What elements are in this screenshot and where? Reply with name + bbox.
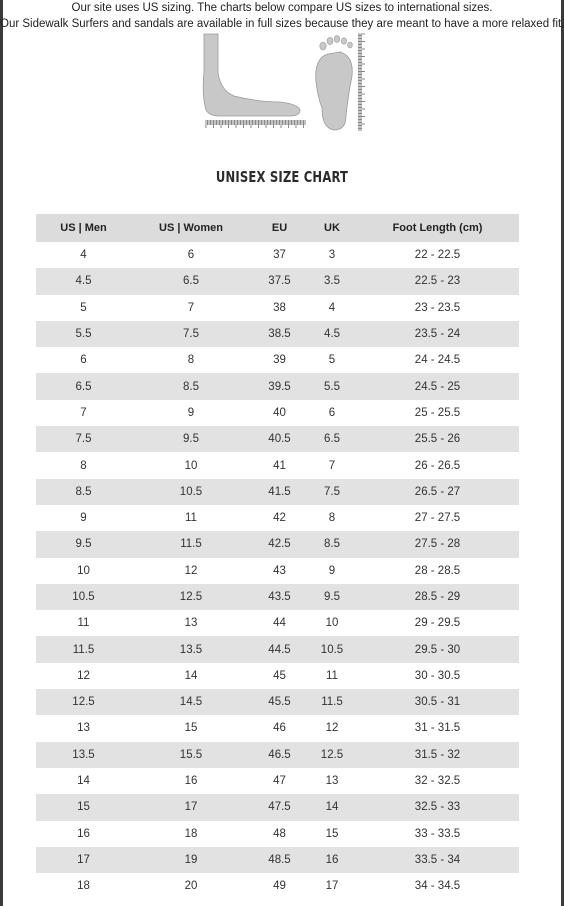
table-row xyxy=(36,821,519,847)
cell-uk: 7 xyxy=(308,452,356,478)
header-eu: EU xyxy=(251,214,308,242)
size-chart-table xyxy=(36,214,519,899)
table-row xyxy=(36,689,519,715)
intro-line-fit: Our Sidewalk Surfers and sandals are available in full sizes because they are meant to have a more relaxed fit. xyxy=(0,18,564,30)
cell-uk: 10.5 xyxy=(308,636,356,662)
cell-foot-length: 24 - 24.5 xyxy=(356,347,519,373)
table-row xyxy=(36,636,519,662)
cell-foot-length: 34 - 34.5 xyxy=(356,873,519,899)
cell-uk: 12 xyxy=(308,715,356,741)
cell-eu: 44 xyxy=(251,610,308,636)
cell-eu: 48.5 xyxy=(251,847,308,873)
table-row xyxy=(36,268,519,294)
cell-foot-length: 27 - 27.5 xyxy=(356,505,519,531)
cell-foot-length: 32 - 32.5 xyxy=(356,768,519,794)
table-row xyxy=(36,295,519,321)
cell-us-men: 11 xyxy=(36,610,131,636)
cell-eu: 49 xyxy=(251,873,308,899)
cell-uk: 5 xyxy=(308,347,356,373)
cell-uk: 6 xyxy=(308,400,356,426)
cell-us-women: 7 xyxy=(131,295,251,321)
table-row xyxy=(36,321,519,347)
cell-uk: 3 xyxy=(308,242,356,268)
cell-us-women: 8.5 xyxy=(131,373,251,399)
cell-foot-length: 33 - 33.5 xyxy=(356,821,519,847)
table-row xyxy=(36,479,519,505)
table-row xyxy=(36,873,519,899)
cell-us-men: 15 xyxy=(36,794,131,820)
cell-us-men: 10.5 xyxy=(36,584,131,610)
table-row xyxy=(36,847,519,873)
cell-eu: 42 xyxy=(251,505,308,531)
cell-foot-length: 28 - 28.5 xyxy=(356,558,519,584)
table-row xyxy=(36,373,519,399)
cell-us-women: 17 xyxy=(131,794,251,820)
cell-foot-length: 31.5 - 32 xyxy=(356,742,519,768)
cell-us-women: 12.5 xyxy=(131,584,251,610)
cell-us-women: 20 xyxy=(131,873,251,899)
table-row xyxy=(36,584,519,610)
intro-line-sizing: Our site uses US sizing. The charts below compare US sizes to international sizes. xyxy=(71,2,493,14)
cell-eu: 39 xyxy=(251,347,308,373)
cell-us-men: 8 xyxy=(36,452,131,478)
cell-foot-length: 24.5 - 25 xyxy=(356,373,519,399)
cell-eu: 38.5 xyxy=(251,321,308,347)
cell-eu: 46.5 xyxy=(251,742,308,768)
cell-us-women: 13 xyxy=(131,610,251,636)
cell-foot-length: 29.5 - 30 xyxy=(356,636,519,662)
cell-us-men: 5.5 xyxy=(36,321,131,347)
cell-us-men: 12 xyxy=(36,663,131,689)
header-foot-length: Foot Length (cm) xyxy=(356,214,519,242)
cell-us-women: 14.5 xyxy=(131,689,251,715)
cell-foot-length: 22 - 22.5 xyxy=(356,242,519,268)
cell-us-women: 6.5 xyxy=(131,268,251,294)
cell-eu: 45 xyxy=(251,663,308,689)
cell-us-men: 13 xyxy=(36,715,131,741)
cell-us-women: 6 xyxy=(131,242,251,268)
cell-uk: 7.5 xyxy=(308,479,356,505)
cell-eu: 40 xyxy=(251,400,308,426)
cell-us-men: 10 xyxy=(36,558,131,584)
cell-us-women: 11.5 xyxy=(131,531,251,557)
cell-foot-length: 29 - 29.5 xyxy=(356,610,519,636)
cell-eu: 38 xyxy=(251,295,308,321)
cell-foot-length: 23 - 23.5 xyxy=(356,295,519,321)
cell-foot-length: 30 - 30.5 xyxy=(356,663,519,689)
table-row xyxy=(36,531,519,557)
cell-us-men: 8.5 xyxy=(36,479,131,505)
cell-eu: 45.5 xyxy=(251,689,308,715)
cell-uk: 9.5 xyxy=(308,584,356,610)
cell-uk: 3.5 xyxy=(308,268,356,294)
cell-eu: 48 xyxy=(251,821,308,847)
intro-text xyxy=(0,0,564,32)
header-us-women: US | Women xyxy=(131,214,251,242)
cell-uk: 5.5 xyxy=(308,373,356,399)
cell-eu: 46 xyxy=(251,715,308,741)
cell-eu: 37.5 xyxy=(251,268,308,294)
cell-uk: 11.5 xyxy=(308,689,356,715)
table-row xyxy=(36,505,519,531)
cell-uk: 15 xyxy=(308,821,356,847)
cell-eu: 42.5 xyxy=(251,531,308,557)
cell-uk: 11 xyxy=(308,663,356,689)
cell-uk: 12.5 xyxy=(308,742,356,768)
cell-eu: 37 xyxy=(251,242,308,268)
cell-uk: 4 xyxy=(308,295,356,321)
cell-eu: 40.5 xyxy=(251,426,308,452)
cell-foot-length: 33.5 - 34 xyxy=(356,847,519,873)
cell-us-men: 13.5 xyxy=(36,742,131,768)
cell-us-women: 7.5 xyxy=(131,321,251,347)
cell-foot-length: 23.5 - 24 xyxy=(356,321,519,347)
cell-foot-length: 28.5 - 29 xyxy=(356,584,519,610)
cell-us-women: 13.5 xyxy=(131,636,251,662)
cell-us-women: 10.5 xyxy=(131,479,251,505)
table-row xyxy=(36,426,519,452)
cell-us-men: 7.5 xyxy=(36,426,131,452)
header-uk: UK xyxy=(308,214,356,242)
cell-eu: 47 xyxy=(251,768,308,794)
cell-us-women: 14 xyxy=(131,663,251,689)
cell-us-men: 4 xyxy=(36,242,131,268)
cell-us-women: 10 xyxy=(131,452,251,478)
cell-us-women: 11 xyxy=(131,505,251,531)
cell-us-women: 15 xyxy=(131,715,251,741)
cell-us-men: 9 xyxy=(36,505,131,531)
cell-us-women: 18 xyxy=(131,821,251,847)
cell-eu: 41.5 xyxy=(251,479,308,505)
cell-foot-length: 26 - 26.5 xyxy=(356,452,519,478)
table-row xyxy=(36,347,519,373)
foot-measurement-icon xyxy=(200,32,375,136)
cell-us-women: 8 xyxy=(131,347,251,373)
table-row xyxy=(36,400,519,426)
cell-us-men: 6 xyxy=(36,347,131,373)
page-title: UNISEX SIZE CHART xyxy=(215,168,349,186)
cell-eu: 47.5 xyxy=(251,794,308,820)
cell-us-men: 6.5 xyxy=(36,373,131,399)
cell-us-women: 9.5 xyxy=(131,426,251,452)
cell-foot-length: 25.5 - 26 xyxy=(356,426,519,452)
cell-us-women: 15.5 xyxy=(131,742,251,768)
cell-eu: 43 xyxy=(251,558,308,584)
cell-us-women: 16 xyxy=(131,768,251,794)
table-row xyxy=(36,610,519,636)
cell-foot-length: 25 - 25.5 xyxy=(356,400,519,426)
cell-uk: 14 xyxy=(308,794,356,820)
cell-us-men: 18 xyxy=(36,873,131,899)
page-frame-left xyxy=(0,0,3,906)
cell-us-men: 12.5 xyxy=(36,689,131,715)
cell-us-men: 16 xyxy=(36,821,131,847)
cell-uk: 4.5 xyxy=(308,321,356,347)
cell-us-men: 9.5 xyxy=(36,531,131,557)
cell-uk: 8 xyxy=(308,505,356,531)
cell-uk: 6.5 xyxy=(308,426,356,452)
table-row xyxy=(36,715,519,741)
cell-uk: 16 xyxy=(308,847,356,873)
cell-foot-length: 30.5 - 31 xyxy=(356,689,519,715)
cell-uk: 9 xyxy=(308,558,356,584)
cell-uk: 8.5 xyxy=(308,531,356,557)
cell-foot-length: 22.5 - 23 xyxy=(356,268,519,294)
cell-uk: 13 xyxy=(308,768,356,794)
cell-uk: 10 xyxy=(308,610,356,636)
cell-uk: 17 xyxy=(308,873,356,899)
cell-eu: 43.5 xyxy=(251,584,308,610)
cell-foot-length: 27.5 - 28 xyxy=(356,531,519,557)
table-header-row xyxy=(36,214,519,242)
table-row xyxy=(36,742,519,768)
cell-foot-length: 26.5 - 27 xyxy=(356,479,519,505)
cell-us-women: 12 xyxy=(131,558,251,584)
cell-eu: 39.5 xyxy=(251,373,308,399)
cell-foot-length: 31 - 31.5 xyxy=(356,715,519,741)
cell-eu: 44.5 xyxy=(251,636,308,662)
header-us-men: US | Men xyxy=(36,214,131,242)
cell-us-men: 7 xyxy=(36,400,131,426)
cell-us-women: 9 xyxy=(131,400,251,426)
table-row xyxy=(36,768,519,794)
cell-us-men: 11.5 xyxy=(36,636,131,662)
cell-us-men: 14 xyxy=(36,768,131,794)
cell-us-men: 4.5 xyxy=(36,268,131,294)
cell-us-men: 17 xyxy=(36,847,131,873)
table-row xyxy=(36,558,519,584)
cell-us-women: 19 xyxy=(131,847,251,873)
cell-us-men: 5 xyxy=(36,295,131,321)
table-row xyxy=(36,452,519,478)
cell-eu: 41 xyxy=(251,452,308,478)
cell-foot-length: 32.5 - 33 xyxy=(356,794,519,820)
table-row xyxy=(36,663,519,689)
table-row xyxy=(36,794,519,820)
table-row xyxy=(36,242,519,268)
